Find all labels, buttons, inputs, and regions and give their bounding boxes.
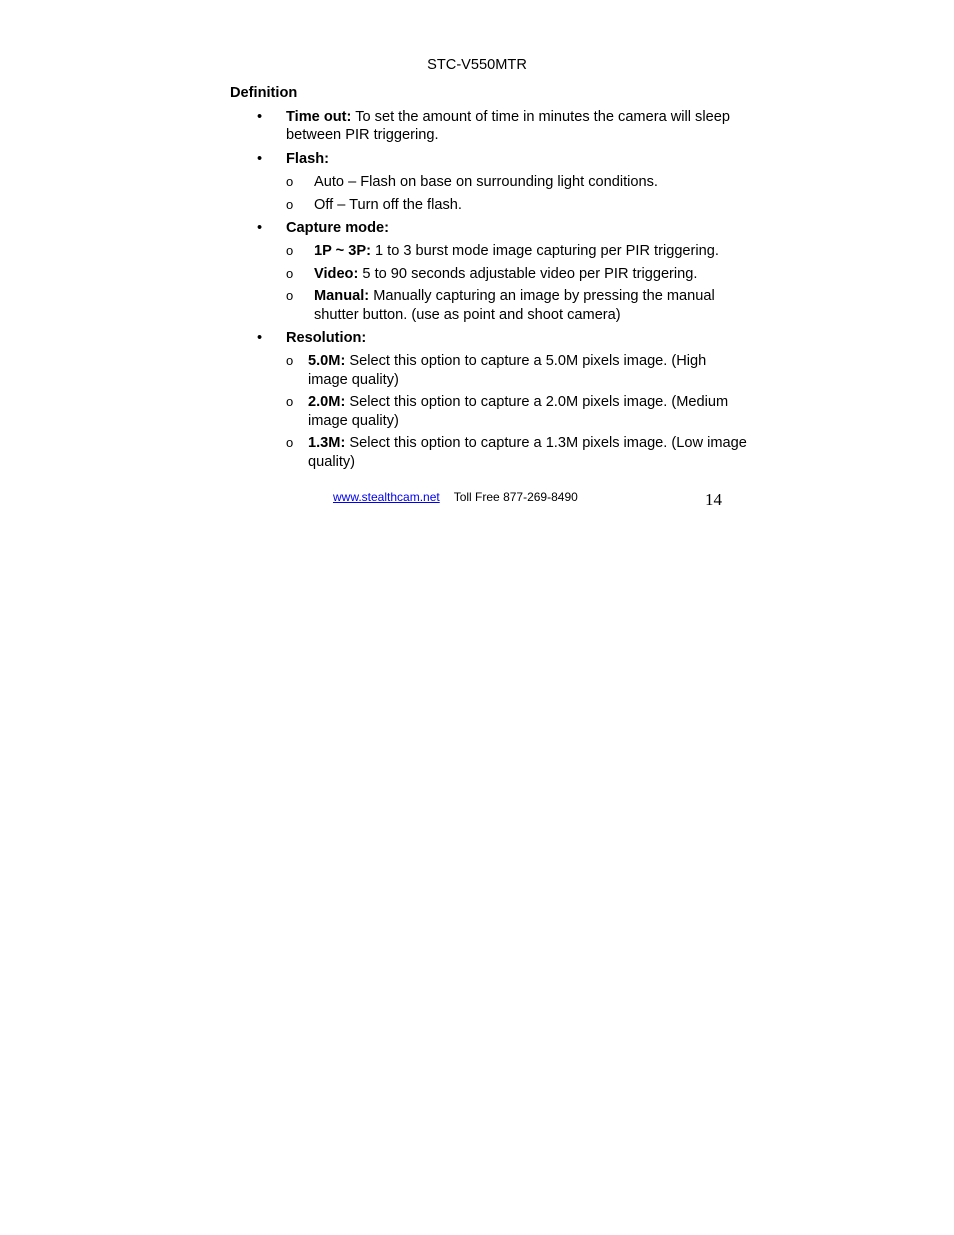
bullet-marker: • (257, 330, 263, 347)
website-link[interactable]: www.stealthcam.net (333, 490, 440, 504)
bullet-marker: • (257, 150, 263, 167)
sub-bullet-marker: o (286, 174, 294, 190)
sub-bullet-marker: o (286, 196, 294, 212)
resolution-options (286, 352, 750, 470)
sub-bullet-marker: o (286, 353, 294, 369)
resolution-option-2m (286, 393, 750, 430)
option-term: 2.0M: (308, 394, 346, 411)
option-text: Auto – Flash on base on surrounding light conditions. (314, 174, 658, 191)
bullet-capture-mode (230, 219, 750, 324)
capture-option-burst (286, 242, 750, 260)
page-number: 14 (705, 490, 722, 509)
option-text: Select this option to capture a 1.3M pixels image. (Low image quality) (308, 435, 747, 470)
term-resolution: Resolution: (286, 330, 367, 347)
option-text: Off – Turn off the flash. (314, 196, 462, 213)
sub-bullet-marker: o (286, 265, 294, 281)
sub-bullet-marker: o (286, 394, 294, 410)
bullet-resolution (230, 329, 750, 471)
term-capture-mode: Capture mode: (286, 220, 389, 237)
page-footer (333, 490, 578, 505)
option-text: 5 to 90 seconds adjustable video per PIR triggering. (358, 265, 698, 282)
bullet-marker: • (257, 220, 263, 237)
page-header: STC-V550MTR (427, 57, 527, 73)
option-term: 1.3M: (308, 435, 346, 452)
capture-option-video (286, 265, 750, 283)
option-text: Select this option to capture a 5.0M pixels image. (High image quality) (308, 353, 707, 388)
resolution-option-1-3m (286, 434, 750, 471)
capture-option-manual (286, 287, 750, 324)
option-text: Manually capturing an image by pressing the manual shutter button. (use as point and shoot camera) (314, 288, 715, 323)
option-term: 1P ~ 3P: (314, 243, 371, 260)
flash-option-auto (286, 173, 750, 191)
bullet-marker: • (257, 109, 263, 125)
bullet-time-out (230, 108, 750, 145)
section-heading: Definition (230, 85, 298, 101)
sub-bullet-marker: o (286, 243, 294, 259)
sub-bullet-marker: o (286, 435, 294, 451)
bullet-flash (230, 150, 750, 214)
term-time-out: Time out: (286, 109, 352, 125)
option-term: 5.0M: (308, 353, 346, 370)
option-term: Manual: (314, 288, 370, 305)
sub-bullet-marker: o (286, 288, 294, 304)
option-term: Video: (314, 265, 359, 282)
toll-free-number: Toll Free 877-269-8490 (453, 490, 578, 504)
flash-options (286, 173, 750, 214)
description-time-out: To set the amount of time in minutes the camera will sleep between PIR triggering. (286, 109, 730, 144)
capture-mode-options (286, 242, 750, 324)
definition-list (230, 108, 750, 476)
resolution-option-5m (286, 352, 750, 389)
option-text: 1 to 3 burst mode image capturing per PIR triggering. (370, 243, 719, 260)
flash-option-off (286, 196, 750, 214)
option-text: Select this option to capture a 2.0M pixels image. (Medium image quality) (308, 394, 729, 429)
term-flash: Flash: (286, 150, 329, 167)
